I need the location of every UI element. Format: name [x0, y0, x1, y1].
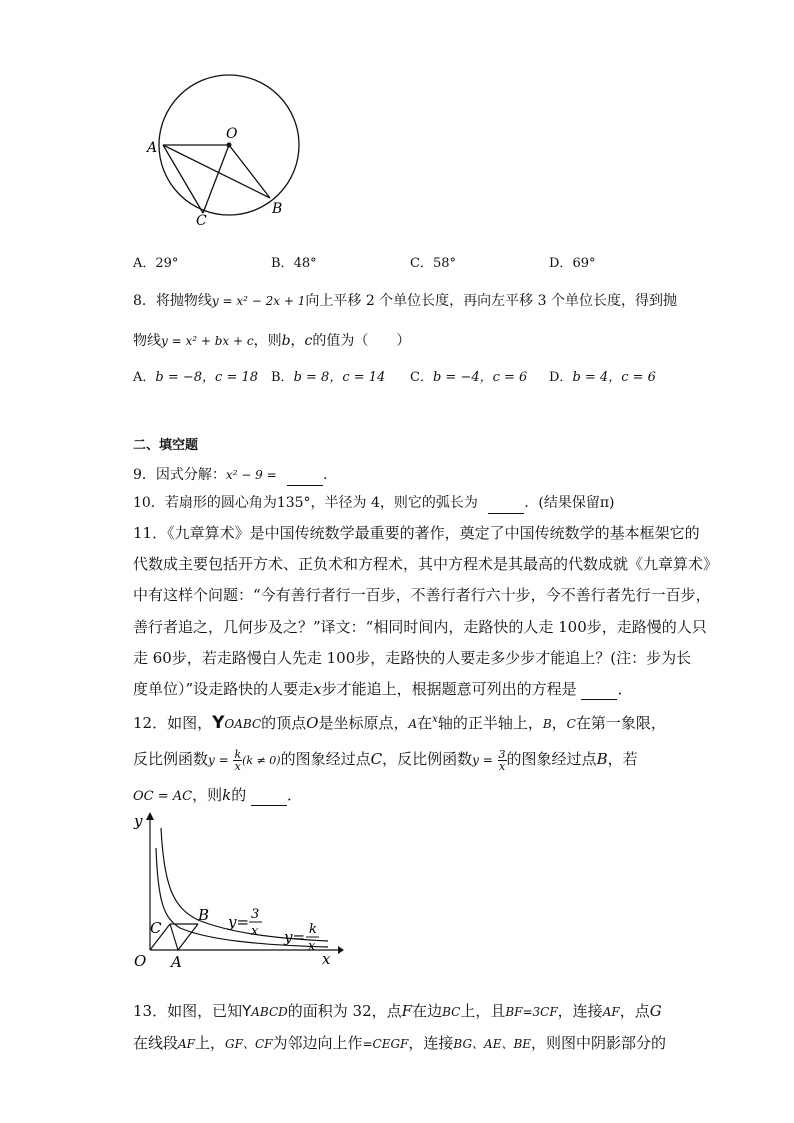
curve2-label-y: y=: [284, 928, 306, 946]
q8-option-d[interactable]: D．b = 4，c = 6: [549, 370, 656, 385]
graph-y-label: y: [134, 812, 143, 830]
q7-option-c[interactable]: C．58°: [410, 256, 456, 271]
curve2-label-den: x: [308, 939, 316, 954]
graph-x-label: x: [322, 950, 331, 968]
q12-line3: OC = AC，则k的 ．: [133, 786, 303, 804]
graph-origin-label: O: [134, 952, 147, 970]
q13-line2: 在线段AF上，GF、CF为邻边向上作=CEGF，连接BG、AE、BE，则图中阴影部分的: [133, 1034, 667, 1052]
circle-figure: [140, 70, 310, 230]
label-A: A: [147, 140, 158, 156]
q11-line5: 走 60步，若走路慢白人先走 100步，走路快的人要走多少步才能追上？(注：步为长: [133, 649, 692, 667]
graph-point-A: A: [171, 953, 182, 970]
q9: 9．因式分解：x² − 9 = ．: [133, 465, 337, 486]
curve1-label-den: x: [251, 924, 259, 939]
section-title: 二、填空题: [133, 438, 199, 453]
q8-option-b[interactable]: B．b = 8，c = 14: [271, 370, 386, 385]
curve1-label-num: 3: [251, 907, 260, 922]
q10-answer-blank[interactable]: [488, 493, 524, 514]
q13-line1: 13．如图，已知YABCD的面积为 32，点F在边BC上，且BF=3CF，连接AF，点G: [133, 1002, 662, 1020]
q12-answer-blank[interactable]: [251, 785, 287, 806]
q9-answer-blank[interactable]: [287, 465, 323, 486]
q11-answer-blank[interactable]: [581, 679, 617, 700]
q12-line1: 12．如图，YOABC的顶点O是坐标原点，A在$^x$轴的正半轴上，B，C在第一象限，: [133, 713, 666, 733]
q12-line2: 反比例函数y = $\frac{k}{x}$ (k ≠ 0)的图象经过点C，反比例函数y = $\frac{3}{x}$ 的图象经过点B，若: [133, 747, 638, 773]
q11-line4: 善行者追之，几何步及之？”译文：“相同时间内，走路快的人走 100步，走路慢的人只: [133, 618, 707, 636]
q8-option-a[interactable]: A．b = −8，c = 18: [133, 370, 259, 385]
q8-line1: 8．将抛物线y = x² − 2x + 1向上平移 2 个单位长度，再向左平移 3 个单位长度，得到抛: [133, 293, 677, 309]
graph-point-C: C: [150, 919, 162, 937]
q8-line2: 物线y = x² + bx + c，则b，c的值为（ ）: [133, 333, 411, 349]
q11-line2: 代数成主要包括开方术、正负术和方程术，其中方程术是其最高的代数成就《九章算术》: [133, 555, 719, 573]
label-C: C: [196, 213, 207, 229]
q11-line3: 中有这样个问题：“今有善行者行一百步，不善行者行六十步，今不善行者先行一百步，: [133, 586, 711, 604]
q7-option-a[interactable]: A．29°: [133, 256, 179, 271]
q11-line6: 度单位）”设走路快的人要走x步才能追上，根据题意可列出的方程是 ．: [133, 680, 633, 698]
curve1-label-y: y=: [228, 913, 250, 931]
reciprocal-graph-figure: [128, 808, 344, 970]
q7-option-d[interactable]: D．69°: [549, 256, 596, 271]
curve2-label-num: k: [309, 922, 317, 937]
q10: 10．若扇形的圆心角为135°，半径为 4，则它的弧长为 ．(结果保留π): [133, 493, 614, 514]
label-B: B: [272, 201, 283, 217]
label-O: O: [226, 126, 238, 142]
q7-option-b[interactable]: B．48°: [271, 256, 317, 271]
graph-point-B: B: [198, 906, 210, 924]
q11-line1: 11．《九章算术》是中国传统数学最重要的著作，奠定了中国传统数学的基本框架它的: [133, 524, 700, 542]
q8-option-c[interactable]: C．b = −4，c = 6: [410, 370, 528, 385]
